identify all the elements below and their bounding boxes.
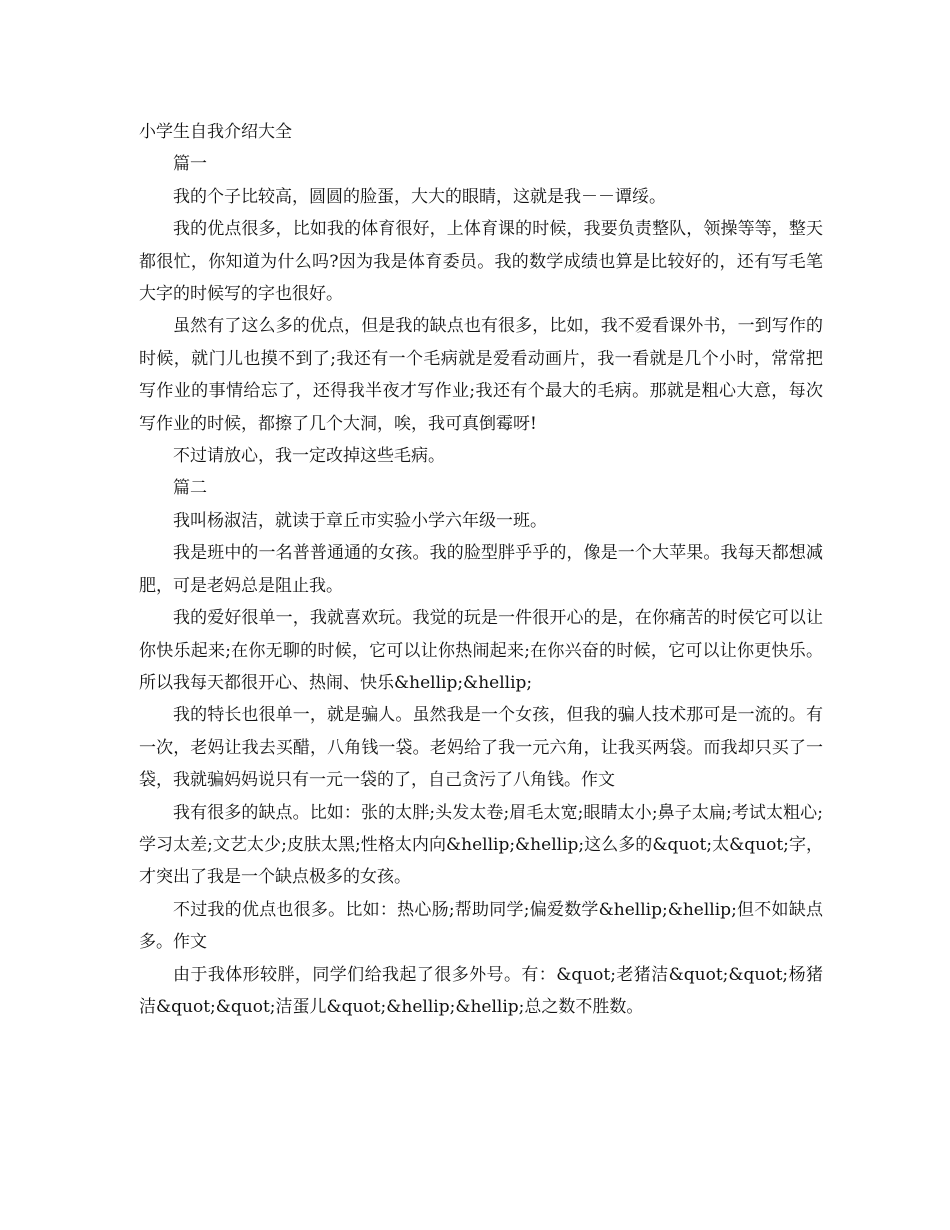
document-body <box>139 116 823 1023</box>
section-heading-2: 篇二 <box>173 478 207 499</box>
section-heading-1: 篇一 <box>173 154 207 175</box>
paragraph: 我的优点很多，比如我的体育很好，上体育课的时候，我要负责整队，领操等等，整天都很忙，你知道为什么吗?因为我是体育委员。我的数学成绩也算是比较好的，还有写毛笔大字的时候写的字也很好。 <box>139 219 823 305</box>
paragraph: 虽然有了这么多的优点，但是我的缺点也有很多，比如，我不爱看课外书，一到写作的时候，就门儿也摸不到了;我还有一个毛病就是爱看动画片，我一看就是几个小时，常常把写作业的事情给忘了，还得我半夜才写作业;我还有个最大的毛病。那就是粗心大意，每次写作业的时候，都擦了几个大洞，唉，我可真倒霉呀! <box>139 316 823 434</box>
paragraph: 我叫杨淑洁，就读于章丘市实验小学六年级一班。 <box>173 510 547 531</box>
paragraph: 不过请放心，我一定改掉这些毛病。 <box>173 446 445 467</box>
document-title: 小学生自我介绍大全 <box>139 122 292 142</box>
paragraph: 我有很多的缺点。比如：张的太胖;头发太卷;眉毛太宽;眼睛太小;鼻子太扁;考试太粗心;学习太差;文艺太少;皮肤太黑;性格太内向&hellip;&hellip;这么多的&quot;太&quot;字，才突出了我是一个缺点极多的女孩。 <box>139 802 823 888</box>
paragraph: 我的特长也很单一，就是骗人。虽然我是一个女孩，但我的骗人技术那可是一流的。有一次，老妈让我去买醋，八角钱一袋。老妈给了我一元六角，让我买两袋。而我却只买了一袋，我就骗妈妈说只有一元一袋的了，自己贪污了八角钱。作文 <box>139 705 823 791</box>
paragraph: 我的个子比较高，圆圆的脸蛋，大大的眼睛，这就是我－－谭绥。 <box>173 186 666 207</box>
paragraph: 我是班中的一名普普通通的女孩。我的脸型胖乎乎的，像是一个大苹果。我每天都想减肥，可是老妈总是阻止我。 <box>139 543 823 596</box>
paragraph: 不过我的优点也很多。比如：热心肠;帮助同学;偏爱数学&hellip;&hellip;但不如缺点多。作文 <box>139 899 823 953</box>
paragraph: 由于我体形较胖，同学们给我起了很多外号。有：&quot;老猪洁&quot;&quot;杨猪洁&quot;&quot;洁蛋儿&quot;&hellip;&hellip;总之数不胜数。 <box>139 964 823 1017</box>
paragraph: 我的爱好很单一，我就喜欢玩。我觉的玩是一件很开心的是，在你痛苦的时侯它可以让你快乐起来;在你无聊的时候，它可以让你热闹起来;在你兴奋的时候，它可以让你更快乐。所以我每天都很开心、热闹、快乐&hellip;&hellip; <box>139 608 823 693</box>
